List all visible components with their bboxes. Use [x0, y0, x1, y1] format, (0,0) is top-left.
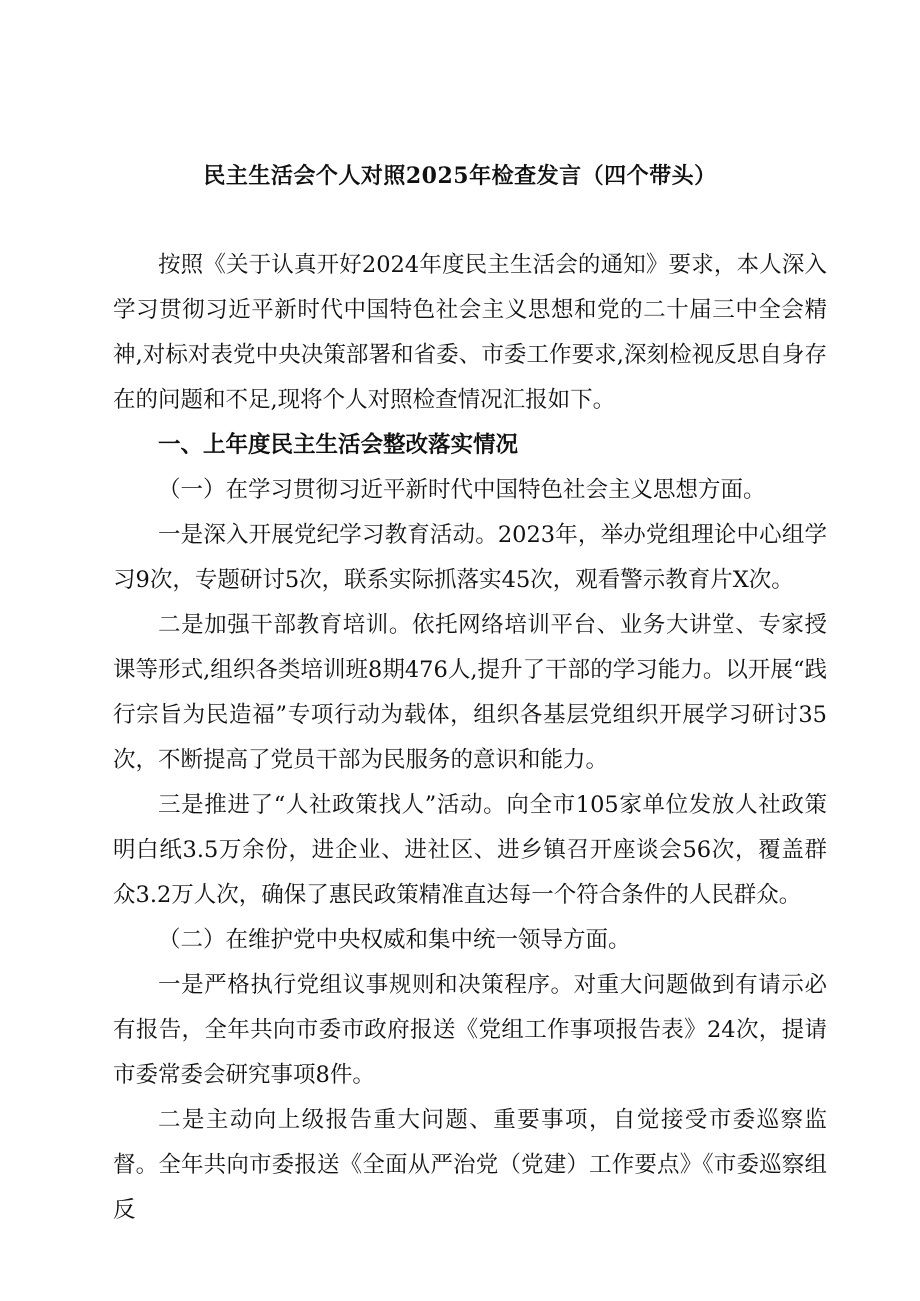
subsection-1-paragraph-2: 二是加强干部教育培训。依托网络培训平台、业务大讲堂、专家授课等形式,组织各类培训班8期476人,提升了干部的学习能力。以开展“践行宗旨为民造福”专项行动为载体，组织各基层党组织开展学习研讨35次，不断提高了党员干部为民服务的意识和能力。 [113, 612, 827, 773]
intro-paragraph: 按照《关于认真开好2024年度民主生活会的通知》要求，本人深入学习贯彻习近平新时代中国特色社会主义思想和党的二十届三中全会精神,对标对表党中央决策部署和省委、市委工作要求,深刻检视反思自身存在的问题和不足,现将个人对照检查情况汇报如下。 [113, 252, 827, 413]
subsection-2-paragraph-1: 一是严格执行党组议事规则和决策程序。对重大问题做到有请示必有报告，全年共向市委市政府报送《党组工作事项报告表》24次，提请市委常委会研究事项8件。 [113, 972, 827, 1088]
subsection-2-paragraph-2: 二是主动向上级报告重大问题、重要事项，自觉接受市委巡察监督。全年共向市委报送《全面从严治党（党建）工作要点》《市委巡察组反 [113, 1107, 827, 1223]
subsection-2-heading: （二）在维护党中央权威和集中统一领导方面。 [158, 927, 631, 953]
subsection-1-paragraph-1: 一是深入开展党纪学习教育活动。2023年，举办党组理论中心组学习9次，专题研讨5次，联系实际抓落实45次，观看警示教育片X次。 [113, 522, 827, 593]
document-body [113, 243, 827, 1233]
section-1-heading: 一、上年度民主生活会整改落实情况 [158, 432, 519, 458]
document-title: 民主生活会个人对照2025年检查发言（四个带头） [203, 163, 717, 189]
subsection-1-paragraph-3: 三是推进了“人社政策找人”活动。向全市105家单位发放人社政策明白纸3.5万余份，进企业、进社区、进乡镇召开座谈会56次，覆盖群众3.2万人次，确保了惠民政策精准直达每一个符合条件的人民群众。 [113, 792, 827, 908]
subsection-1-heading: （一）在学习贯彻习近平新时代中国特色社会主义思想方面。 [158, 477, 766, 503]
